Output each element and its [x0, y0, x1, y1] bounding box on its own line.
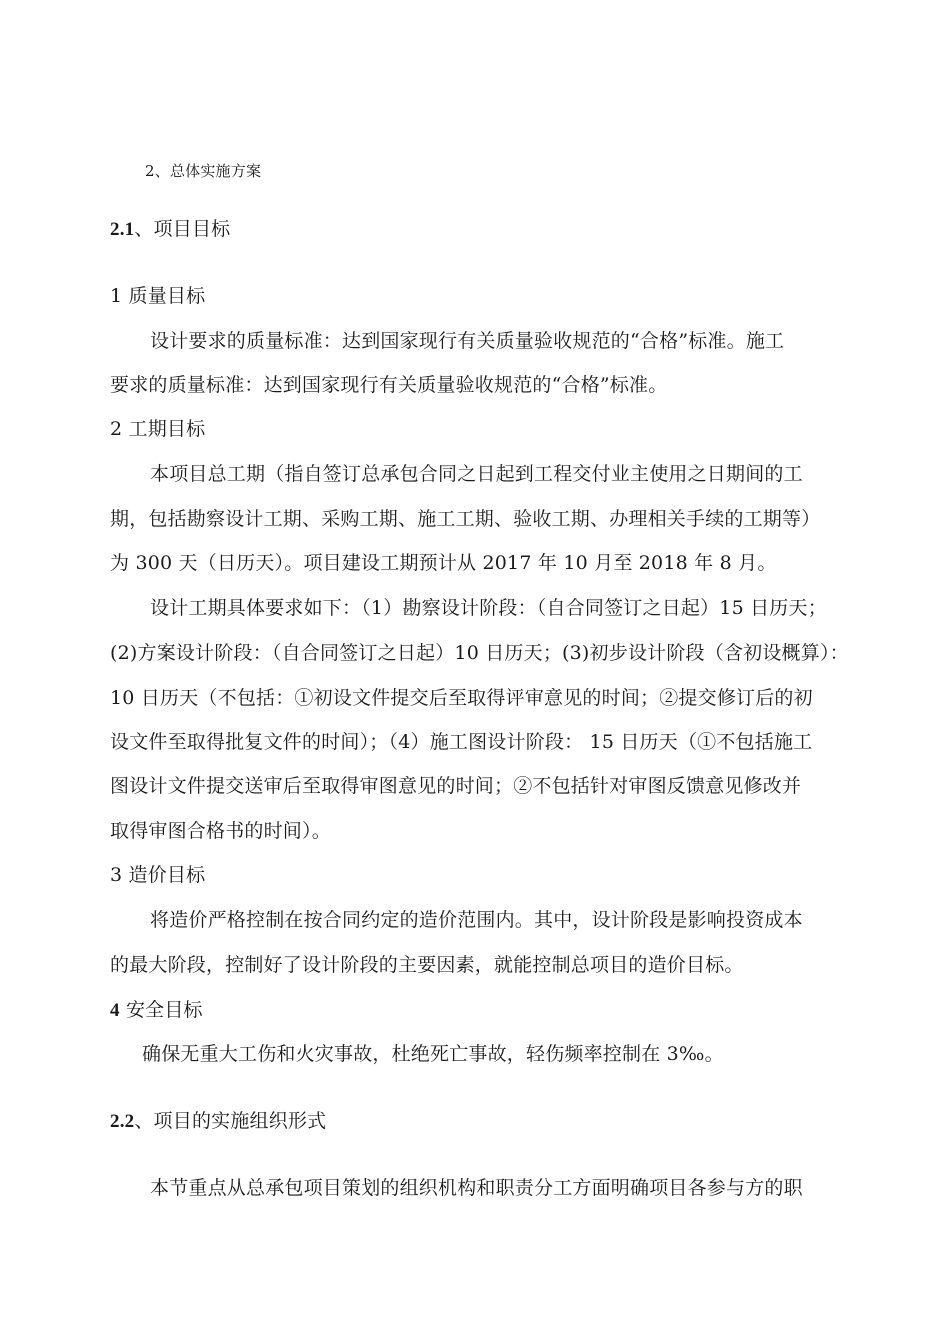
- section-2-2-heading: [110, 1108, 326, 1135]
- section-2-2-title: 、项目的实施组织形式: [134, 1110, 327, 1132]
- goal-3-line-2: 的最大阶段，控制好了设计阶段的主要因素，就能控制总项目的造价目标。: [110, 954, 744, 976]
- section-title: 2、总体实施方案: [145, 162, 262, 180]
- goal-2-line-2: 期，包括勘察设计工期、采购工期、施工工期、验收工期、办理相关手续的工期等）: [110, 508, 821, 530]
- goal-2-line-9: 取得审图合格书的时间）。: [110, 820, 331, 842]
- goal-1-line-2: 要求的质量标准：达到国家现行有关质量验收规范的“合格”标准。: [110, 374, 668, 396]
- goal-4-title: 安全目标: [119, 999, 203, 1021]
- section-2-2-line-1: 本节重点从总承包项目策划的组织机构和职责分工方面明确项目各参与方的职: [150, 1177, 803, 1199]
- goal-2-line-4: 设计工期具体要求如下：（1）勘察设计阶段：（自合同签订之日起）15 日历天；: [150, 597, 827, 619]
- goal-2-line-7: 设文件至取得批复文件的时间）；（4）施工图设计阶段： 15 日历天（①不包括施工: [110, 731, 813, 753]
- goal-2-line-1: 本项目总工期（指自签订总承包合同之日起到工程交付业主使用之日期间的工: [150, 463, 803, 485]
- goal-4-heading: [110, 997, 203, 1024]
- goal-2-line-8: 图设计文件提交送审后至取得审图意见的时间；②不包括针对审图反馈意见修改并: [110, 775, 802, 797]
- goal-4-line-1: 确保无重大工伤和火灾事故，杜绝死亡事故，轻伤频率控制在 3‰。: [142, 1043, 724, 1065]
- goal-3-heading: 3 造价目标: [110, 864, 206, 886]
- goal-4-number: 4: [110, 1000, 120, 1021]
- goal-1-heading: 1 质量目标: [110, 285, 206, 307]
- section-2-1-number: 2.1: [110, 219, 135, 240]
- goal-2-heading: 2 工期目标: [110, 418, 206, 440]
- section-2-2-number: 2.2: [110, 1111, 135, 1132]
- goal-3-line-1: 将造价严格控制在按合同约定的造价范围内。其中，设计阶段是影响投资成本: [150, 909, 803, 931]
- section-2-1-heading: [110, 216, 230, 243]
- goal-2-line-6: 10 日历天（不包括：①初设文件提交后至取得评审意见的时间；②提交修订后的初: [110, 687, 813, 709]
- section-2-1-title: 、项目目标: [134, 218, 231, 240]
- goal-2-line-3: 为 300 天（日历天）。项目建设工期预计从 2017 年 10 月至 2018 年 8 月。: [110, 552, 777, 574]
- goal-2-line-5: (2)方案设计阶段：（自合同签订之日起）10 日历天；(3)初步设计阶段（含初设概算）：: [110, 642, 849, 664]
- goal-1-line-1: 设计要求的质量标准：达到国家现行有关质量验收规范的“合格”标准。施工: [150, 330, 785, 352]
